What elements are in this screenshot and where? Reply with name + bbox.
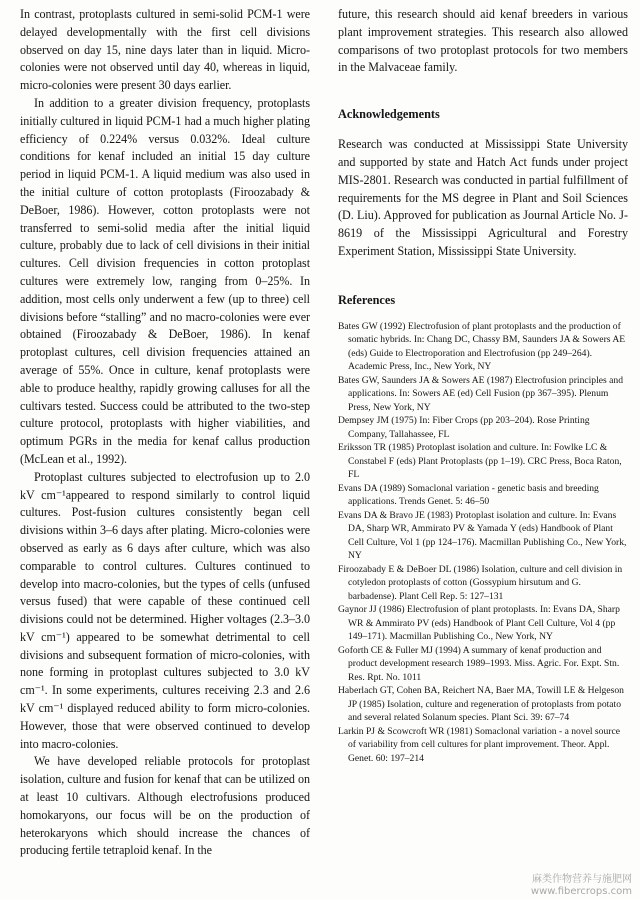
reference-entry: Goforth CE & Fuller MJ (1994) A summary of kenaf production and product development research 1989–1993. Miss. Agric. For. Expt. Stn. Res. Rpt. No. 1011 xyxy=(338,644,620,683)
acknowledgements-heading: Acknowledgements xyxy=(338,107,440,122)
right-column xyxy=(338,6,628,765)
reference-entry: Evans DA (1989) Somaclonal variation - genetic basis and breeding applications. Trends Genet. 5: 46–50 xyxy=(338,482,599,508)
reference-entry: Evans DA & Bravo JE (1983) Protoplast isolation and culture. In: Evans DA, Sharp WR, Ammirato PV & Yamada Y (eds) Handbook of Plant Cell Culture, Vol 1 (pp 124–176). Macmillan Publishing Co., New York, NY xyxy=(338,509,627,562)
acknowledgements-text: Research was conducted at Mississippi State University and supported by state and Hatch Act funds under project MIS-2801. Research was conducted in partial fulfillment of requirements for the MS degree in Plant and Soil Sciences (D. Liu). Approved for publication as Journal Article No. J-8619 of the Mississippi Agricultural and Forestry Experiment Station, Mississippi State University. xyxy=(338,137,628,258)
reference-entry: Bates GW (1992) Electrofusion of plant protoplasts and the production of somatic hybrids. In: Chang DC, Chassy BM, Saunders JA & Sowers AE (eds) Guide to Electroporation and Electrofusion (pp 249–264). Academic Press, Inc., New York, NY xyxy=(338,320,626,373)
body-paragraph: In addition to a greater division frequency, protoplasts initially cultured in liquid PCM-1 had a much higher plating efficiency of 0.224% versus 0.032%. Ideal culture conditions for kenaf included an initial 15 day culture period in liquid PCM-1. A liquid medium was also used in the initial culture of cotton protoplasts (Firoozabady & DeBoer, 1986). However, cotton protoplasts were not transferred to semi-solid media after the initial liquid culture, probably due to lack of cell divisions in their initial cultures. Cell division frequencies in cotton protoplast cultures were extremely low, ranging from 0–25%. In addition, most cells only underwent a few (up to three) cell divisions before “stalling” and no macro-colonies were ever obtained (Firoozabady & DeBoer, 1986). In kenaf protoplast cultures, cell division frequencies attained an average of 55%. Once in culture, kenaf protoplasts were able to produce healthy, rapidly growing calluses for all the cultivars tested. Success could be attributed to the two-step culture protocol, protoplasts with higher viabilities, and optimum PGRs in the media for kenaf callus production (McLean et al., 1992). xyxy=(20,95,310,466)
watermark-title: 麻类作物营养与施肥网 xyxy=(532,874,632,885)
reference-entry: Dempsey JM (1975) In: Fiber Crops (pp 203–204). Rose Printing Company, Tallahassee, FL xyxy=(338,415,590,440)
watermark-url: www.fibercrops.com xyxy=(530,886,632,897)
reference-entry: Haberlach GT, Cohen BA, Reichert NA, Baer MA, Towill LE & Helgeson JP (1985) Isolation, culture and regeneration of protoplasts from potato and several related Solanum species. Plant Sci. 39: 67–74 xyxy=(338,685,624,724)
reference-entry: Firoozabady E & DeBoer DL (1986) Isolation, culture and cell division in cotyledon protoplasts of cotton (Gossypium hirsutum and G. barbadense). Plant Cell Rep. 5: 127–131 xyxy=(338,563,623,602)
site-watermark xyxy=(531,874,632,898)
reference-entry: Gaynor JJ (1986) Electrofusion of plant protoplasts. In: Evans DA, Sharp WR & Ammirato PV (eds) Handbook of Plant Cell Culture, Vol 4 (pp 149–171). Macmillan Publishing Co., New York, NY xyxy=(338,604,620,643)
body-paragraph: In contrast, protoplasts cultured in semi-solid PCM-1 were delayed developmentally with the first cell divisions observed on day 15, nine days later than in liquid. Micro-colonies were not observed until day 40, whereas in liquid, micro-colonies were present 30 days earlier. xyxy=(20,7,310,93)
reference-entry: Larkin PJ & Scowcroft WR (1981) Somaclonal variation - a novel source of variability from cell cultures for plant improvement. Theor. Appl. Genet. 60: 197–214 xyxy=(338,725,620,764)
references-heading: References xyxy=(338,292,396,307)
reference-list xyxy=(338,320,628,766)
reference-entry: Bates GW, Saunders JA & Sowers AE (1987) Electrofusion principles and applications. In: Sowers AE (ed) Cell Fusion (pp 367–395). Plenum Press, New York, NY xyxy=(338,374,624,413)
reference-entry: Eriksson TR (1985) Protoplast isolation and culture. In: Fowlke LC & Constabel F (eds) Plant Protoplasts (pp 1–19). CRC Press, Boca Raton, FL xyxy=(338,442,622,481)
body-paragraph: Protoplast cultures subjected to electrofusion up to 2.0 kV cm⁻¹appeared to respond similarly to control liquid cultures. Post-fusion cultures consistently began cell divisions within 3–6 days after plating. Micro-colonies were observed as early as 6 days after culture, which was also comparable to control cultures. Cultures continued to develop into macro-colonies, but the types of cells (unfused versus fused) that were capable of these continued cell divisions could not be determined. Higher voltages (2.3–3.0 kV cm⁻¹) appeared to be somewhat detrimental to cell divisions and subsequent formation of micro-colonies, with none forming in protoplast cultures subjected to 3.0 kV cm⁻¹. In some experiments, cultures receiving 2.3 and 2.6 kV cm⁻¹ displayed reduced ability to form micro-colonies. However, those that were observed continued to develop into macro-colonies. xyxy=(20,469,310,751)
body-paragraph: We have developed reliable protocols for protoplast isolation, culture and fusion for kenaf that can be utilized on at least 10 cultivars. Although electrofusions produced homokaryons, our focus will be on the production of heterokaryons which should increase the chances of producing fertile tetraploid kenaf. In the xyxy=(20,754,310,858)
left-column xyxy=(20,6,310,860)
continued-paragraph: future, this research should aid kenaf breeders in various plant improvement strategies. This research also allowed comparisons of two protoplast protocols for two members in the Malvaceae family. xyxy=(338,7,628,75)
